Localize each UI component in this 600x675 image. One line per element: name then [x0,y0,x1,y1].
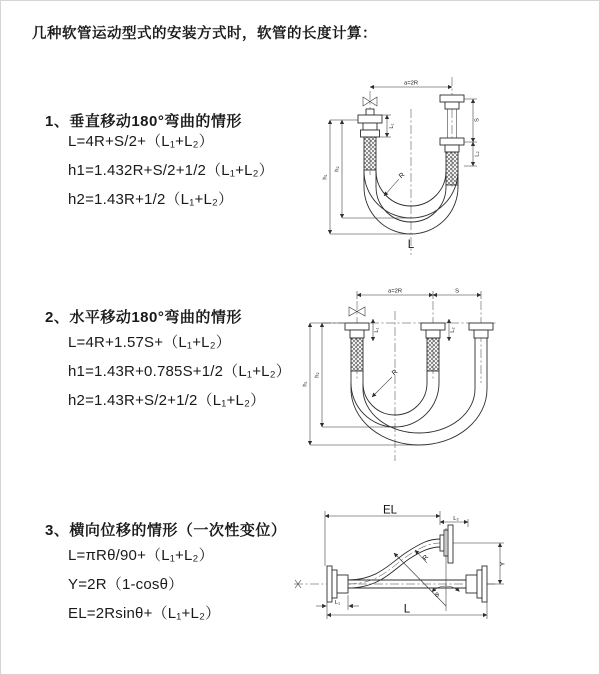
left-flange-fitting [345,323,369,371]
dim-label-l1: L₁ [389,123,395,129]
dimension-s [464,99,481,166]
radius-callout [384,172,406,196]
braided-hose-section [364,137,376,170]
right-flange-displaced [440,525,453,563]
section-2-formulas [68,328,291,415]
section-3-formulas [68,541,220,628]
dim-label-l-total: L [407,239,415,251]
dim-label-l2: L₂ [450,327,456,333]
page-title: 几种软管运动型式的安装方式时，软管的长度计算： [32,26,377,42]
right-flange-fitting [440,95,464,187]
dimension-l [327,602,487,619]
dim-label-l-total: L [403,603,411,616]
braided-hose-section [446,152,458,185]
dim-label-h1: h₁ [322,174,329,180]
diagram-vertical-180-bend [305,75,600,260]
formula-line: L=4R+S/2+（L₁+L₂） [68,133,214,150]
dimension-l2 [440,516,468,527]
formula-line: h2=1.43R+1/2（L₁+L₂） [68,191,234,208]
formula-line: L=πRθ/90+（L₁+L₂） [68,547,214,564]
middle-flange-fitting [421,323,445,371]
dim-label-r: R [397,171,407,181]
dim-label-l1: L₁ [374,327,380,333]
dim-label-y: Y [499,561,507,567]
dim-label-s: S [474,118,481,122]
formula-line: L=4R+1.57S+（L₁+L₂） [68,334,231,351]
diagram-lateral-displacement [290,503,600,663]
dim-label-l1: L₁ [334,600,341,606]
dim-label-el: EL [382,504,398,517]
formula-line: h1=1.432R+S/2+1/2（L₁+L₂） [68,162,274,179]
braided-hose-section [351,338,363,371]
dimension-l1 [373,319,380,341]
dimension-l2 [449,319,456,341]
dim-label-h2: h₂ [334,166,341,172]
dim-label-h2: h₂ [314,372,321,378]
right-flange-initial [466,566,487,602]
hose-displaced-position [348,539,440,588]
braided-hose-section [427,338,439,371]
left-flange-fitting [358,109,382,187]
left-flange [327,566,348,602]
radius-callout [415,550,430,563]
formula-line: h1=1.43R+0.785S+1/2（L₁+L₂） [68,363,291,380]
dim-label-r: R [421,553,431,563]
section-1-heading: 1、垂直移动180°弯曲的情形 [45,113,242,130]
centerlines [370,77,452,255]
dim-label-r: R [390,368,400,378]
dim-label-l2: L₂ [453,516,459,522]
section-2-heading: 2、水平移动180°弯曲的情形 [45,309,242,326]
formula-line: h2=1.43R+S/2+1/2（L₁+L₂） [68,392,266,409]
dimension-a2r [370,81,452,88]
dim-label-a2r: a=2R [387,288,403,295]
dim-label-a2r: a=2R [403,80,419,87]
dim-label-s: S [455,288,459,295]
dim-label-theta: θ [435,592,439,599]
dimension-s [433,289,481,296]
dimension-l1 [316,595,359,610]
u-bend-arcs [351,338,487,445]
right-flange-fitting [469,323,493,338]
section-1-formulas [68,127,274,214]
dim-label-l2: L₂ [474,151,481,157]
formula-line: Y=2R（1-cosθ） [68,576,184,593]
section-3-heading: 3、横向位移的情形（一次性变位） [45,522,287,539]
formula-line: EL=2Rsinθ+（L₁+L₂） [68,605,221,622]
dim-label-h1: h₁ [302,381,309,387]
dimension-a2r [357,289,481,300]
diagram-horizontal-180-bend [300,283,600,473]
